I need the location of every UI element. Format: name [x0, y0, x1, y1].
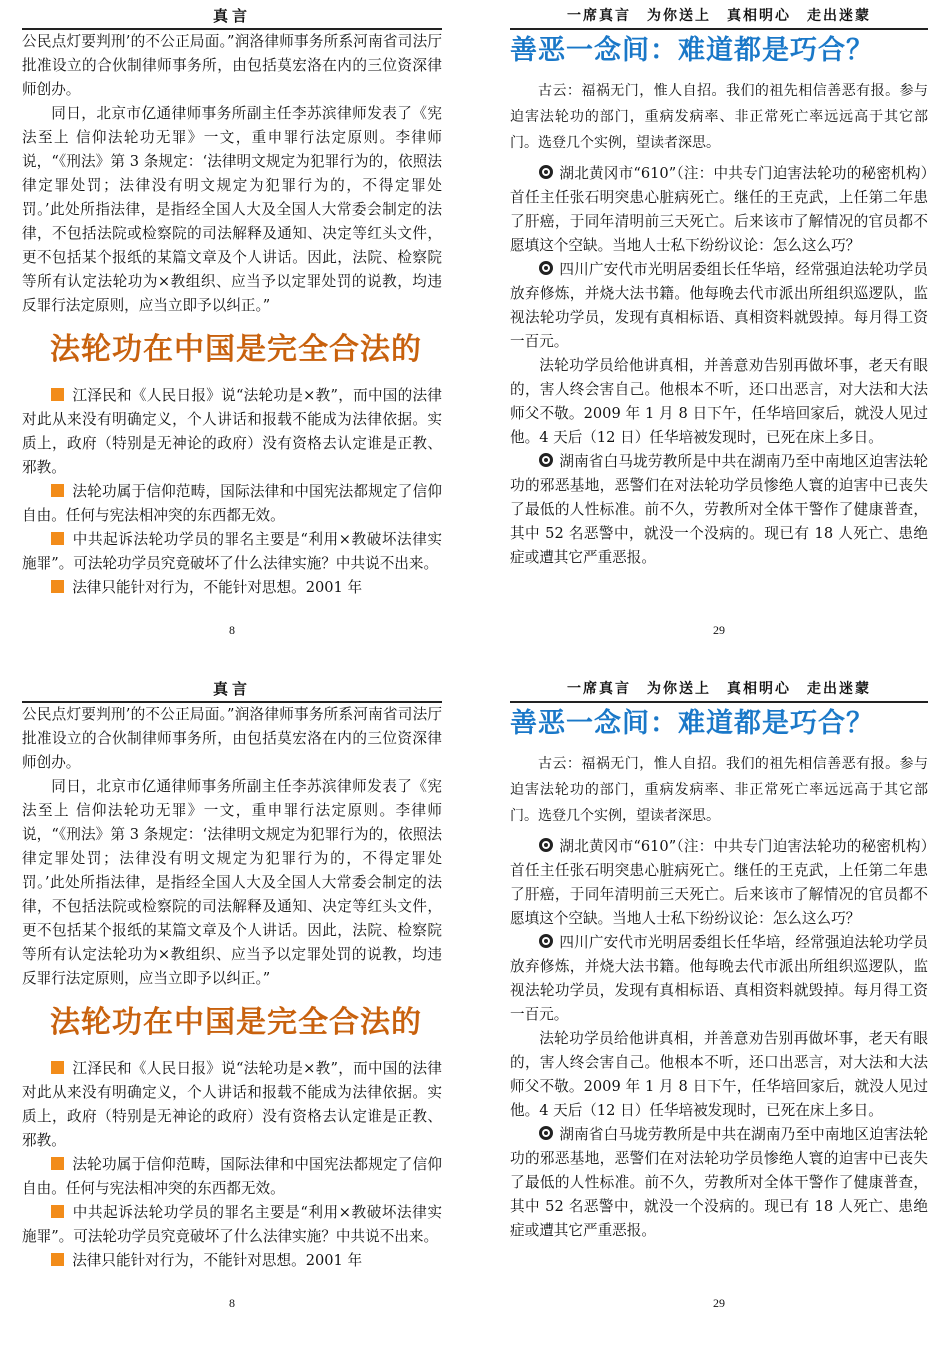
case-item: 湖北黄冈市“610”（注：中共专门迫害法轮功的秘密机构）首任主任张石明突患心脏病死亡。继任的王克武，上任第二年患了肝癌，于同年清明前三天死亡。后来该市了解情况的官员都不愿填这个空缺。当地人士私下纷纷议论：怎么这么巧？: [510, 165, 928, 254]
page-body: [22, 703, 442, 1273]
orange-square-icon: [51, 1157, 64, 1170]
circled-dot-icon: [539, 165, 553, 179]
paragraph: 公民点灯要判刑’的不公正局面。”润洛律师事务所系河南省司法厅批准设立的合伙制律师事务所，由包括莫宏洛在内的三位资深律师创办。: [22, 33, 442, 98]
page-body: [510, 835, 928, 1243]
paragraph: 法轮功学员给他讲真相，并善意劝告别再做坏事，老天有眼的，害人终会害自己。他根本不听，还口出恶言，对大法和大法师父不敬。2009 年 1 月 8 日下午，任华培回家后，就没人见过他。4 天后（12 日）任华培被发现时，已死在床上多日。: [510, 1030, 928, 1119]
case-item: 湖南省白马垅劳教所是中共在湖南乃至中南地区迫害法轮功的邪恶基地，恶警们在对法轮功学员惨绝人寰的迫害中已丧失了最低的人性标准。前不久，劳教所对全体干警作了健康普查，其中 52 名恶警中，就没一个没病的。现已有 18 人死亡、患绝症或遭其它严重恶报。: [510, 453, 928, 566]
page-body: [510, 162, 928, 570]
article-title: 善恶一念间：难道都是巧合？: [510, 708, 874, 739]
paragraph: 公民点灯要判刑’的不公正局面。”润洛律师事务所系河南省司法厅批准设立的合伙制律师事务所，由包括莫宏洛在内的三位资深律师创办。: [22, 706, 442, 771]
case-item: 湖南省白马垅劳教所是中共在湖南乃至中南地区迫害法轮功的邪恶基地，恶警们在对法轮功学员惨绝人寰的迫害中已丧失了最低的人性标准。前不久，劳教所对全体干警作了健康普查，其中 52 名恶警中，就没一个没病的。现已有 18 人死亡、患绝症或遭其它严重恶报。: [510, 1126, 928, 1239]
page-body: [22, 30, 442, 600]
orange-square-icon: [51, 1253, 64, 1266]
section-heading: 法轮功在中国是完全合法的: [50, 332, 422, 367]
list-item: 法律只能针对行为，不能针对思想。2001 年: [22, 1249, 442, 1273]
orange-square-icon: [51, 532, 64, 545]
orange-square-icon: [51, 1061, 64, 1074]
list-item: 法轮功属于信仰范畴，国际法律和中国宪法都规定了信仰自由。任何与宪法相冲突的东西都无效。: [22, 1156, 442, 1197]
orange-square-icon: [51, 580, 64, 593]
list-item: 江泽民和《人民日报》说“法轮功是×教”，而中国的法律对此从来没有明确定义，个人讲话和报载不能成为法律依据。实质上，政府（特别是无神论的政府）没有资格去认定谁是正教、邪教。: [22, 387, 442, 476]
paragraph: 同日，北京市亿通律师事务所副主任李苏滨律师发表了《宪法至上 信仰法轮功无罪》一文，重申罪行法定原则。李律师说，“《刑法》第 3 条规定：‘法律明文规定为犯罪行为的，依照法律定罪处罚；法律没有明文规定为犯罪行为的，不得定罪处罚。’此处所指法律，是指经全国人大及全国人大常委会制定的法律，不包括法院或检察院的司法解释及通知、决定等红头文件，更不包括某个报纸的某篇文章及个人讲话。因此，法院、检察院等所有认定法轮功为×教组织、应当予以定罪处罚的说教，均违反罪行法定原则，应当立即予以纠正。”: [22, 778, 442, 987]
circled-dot-icon: [539, 261, 553, 275]
spread-top: [0, 0, 950, 672]
case-item: 四川广安代市光明居委组长任华培，经常强迫法轮功学员放弃修炼，并烧大法书籍。他每晚去代市派出所组织巡逻队，监视法轮功学员，发现有真相标语、真相资料就毁掉。每月得工资一百元。: [510, 934, 928, 1023]
paragraph: 法轮功学员给他讲真相，并善意劝告别再做坏事，老天有眼的，害人终会害自己。他根本不听，还口出恶言，对大法和大法师父不敬。2009 年 1 月 8 日下午，任华培回家后，就没人见过他。4 天后（12 日）任华培被发现时，已死在床上多日。: [510, 357, 928, 446]
orange-square-icon: [51, 1205, 64, 1218]
orange-square-icon: [51, 484, 64, 497]
page-number: 29: [713, 623, 725, 637]
list-item: 中共起诉法轮功学员的罪名主要是“利用×教破坏法律实施罪”。可法轮功学员究竟破坏了什么法律实施？中共说不出来。: [22, 531, 442, 572]
spread-bottom: [0, 673, 950, 1345]
page-number: 8: [229, 1296, 235, 1310]
orange-square-icon: [51, 388, 64, 401]
page-header: 真言: [22, 673, 442, 703]
case-item: 湖北黄冈市“610”（注：中共专门迫害法轮功的秘密机构）首任主任张石明突患心脏病死亡。继任的王克武，上任第二年患了肝癌，于同年清明前三天死亡。后来该市了解情况的官员都不愿填这个空缺。当地人士私下纷纷议论：怎么这么巧？: [510, 838, 928, 927]
list-item: 中共起诉法轮功学员的罪名主要是“利用×教破坏法律实施罪”。可法轮功学员究竟破坏了什么法律实施？中共说不出来。: [22, 1204, 442, 1245]
page-number: 29: [713, 1296, 725, 1310]
circled-dot-icon: [539, 453, 553, 467]
right-page: [510, 673, 928, 1345]
list-item: 法律只能针对行为，不能针对思想。2001 年: [22, 576, 442, 600]
left-page: [22, 673, 442, 1345]
intro-paragraph: 古云：福祸无门，惟人自招。我们的祖先相信善恶有报。参与迫害法轮功的部门，重病发病率、非正常死亡率远远高于其它部门。选登几个实例，望读者深思。: [510, 83, 928, 151]
page-header: 一席真言 为你送上 真相明心 走出迷蒙: [510, 0, 928, 30]
left-page: [22, 0, 442, 672]
section-heading: 法轮功在中国是完全合法的: [50, 1005, 422, 1040]
intro-paragraph: 古云：福祸无门，惟人自招。我们的祖先相信善恶有报。参与迫害法轮功的部门，重病发病率、非正常死亡率远远高于其它部门。选登几个实例，望读者深思。: [510, 756, 928, 824]
circled-dot-icon: [539, 1126, 553, 1140]
list-item: 江泽民和《人民日报》说“法轮功是×教”，而中国的法律对此从来没有明确定义，个人讲话和报载不能成为法律依据。实质上，政府（特别是无神论的政府）没有资格去认定谁是正教、邪教。: [22, 1060, 442, 1149]
case-item: 四川广安代市光明居委组长任华培，经常强迫法轮功学员放弃修炼，并烧大法书籍。他每晚去代市派出所组织巡逻队，监视法轮功学员，发现有真相标语、真相资料就毁掉。每月得工资一百元。: [510, 261, 928, 350]
circled-dot-icon: [539, 838, 553, 852]
list-item: 法轮功属于信仰范畴，国际法律和中国宪法都规定了信仰自由。任何与宪法相冲突的东西都无效。: [22, 483, 442, 524]
article-title: 善恶一念间：难道都是巧合？: [510, 35, 874, 66]
page-header: 真言: [22, 0, 442, 30]
right-page: [510, 0, 928, 672]
page-header: 一席真言 为你送上 真相明心 走出迷蒙: [510, 673, 928, 703]
circled-dot-icon: [539, 934, 553, 948]
paragraph: 同日，北京市亿通律师事务所副主任李苏滨律师发表了《宪法至上 信仰法轮功无罪》一文，重申罪行法定原则。李律师说，“《刑法》第 3 条规定：‘法律明文规定为犯罪行为的，依照法律定罪处罚；法律没有明文规定为犯罪行为的，不得定罪处罚。’此处所指法律，是指经全国人大及全国人大常委会制定的法律，不包括法院或检察院的司法解释及通知、决定等红头文件，更不包括某个报纸的某篇文章及个人讲话。因此，法院、检察院等所有认定法轮功为×教组织、应当予以定罪处罚的说教，均违反罪行法定原则，应当立即予以纠正。”: [22, 105, 442, 314]
page-number: 8: [229, 623, 235, 637]
